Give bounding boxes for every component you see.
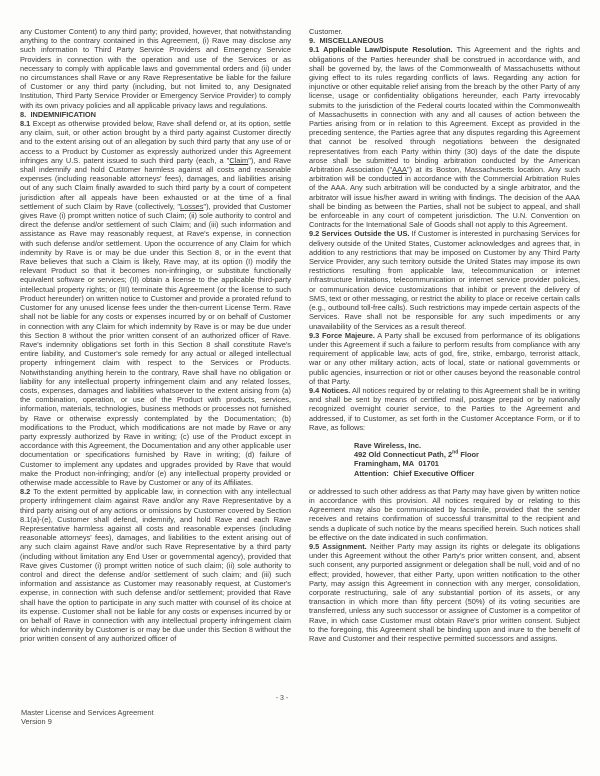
- text-run: Floor: [458, 450, 479, 460]
- text-run: ") at its Boston, Massachusetts location. Any such arbitration will be conducted in accordance with the Commercial Arbitration Rules of the AAA. Any such arbitration will be conducted by a single arbitrator, and the arbitrator will issue his/her award in writing with findings. The decision of the AAA shall be binding as between the Parties, shall not be subject to appeal, and shall be enforceable in any court of competent jurisdiction. The U.N. Convention on Contracts for the International Sale of Goods shall not apply to this Agreement.: [309, 165, 580, 230]
- text-run: Rave Wireless, Inc.: [354, 440, 422, 450]
- text-run: 9.2 Services Outside the US.: [309, 229, 410, 239]
- text-run: To the extent permitted by applicable law, in connection with any intellectual property infringement claim against Rave and/or any Rave Representative by a third party arising out of any actions or omissions by Customer covered by Section 8.1(a)-(e), Customer shall defend, indemnify, and hold Rave and each Rave Representative harmless against all costs and reasonable expenses (including reasonable attorneys' fees), damages, and liabilities to the extent arising out of any such claim against Rave and/or such Rave Representative by a third party (including without limitation any End User or governmental agency), provided that Rave gives Customer (i) prompt written notice of such claim; (ii) sole authority to control and direct the defense and/or settlement of such claim; and (iii) such information and assistance as Customer may reasonably request, at Customer's expense, in connection with such defense and/or settlement; provided that Rave shall have the option to participate in any such matter with counsel of its choice at its expense. Customer shall not be liable for any costs or expenses incurred by or on behalf of Rave in connection with any intellectual property infringement claim for which indemnity by Customer is or may be due under this Section 8 without the prior written consent of any authorized officer of: [20, 487, 291, 644]
- text-run: AAA: [392, 165, 407, 175]
- paragraph: [20, 27, 291, 110]
- text-run: A Party shall be excused from performance of its obligations under this Agreement if such a failure to perform results from compliance with any requirement of applicable law, acts of god, fire, strike, embargo, terrorist attack, war or any other military action, acts of local, state or national governments or public agencies, insurrection or riot or other causes beyond the reasonable control of that Party.: [309, 330, 580, 386]
- paragraph: [309, 45, 580, 229]
- address-line: [309, 469, 580, 478]
- text-run: nd: [452, 449, 459, 456]
- paragraph: [309, 331, 580, 386]
- section-heading: [309, 36, 580, 45]
- text-run: "), provided that Customer gives Rave (i) prompt written notice of such Claim; (ii) sole authority to control and direct the defense and/or settlement of such Claim; and (iii) such information and assistance as Rave may reasonably request, at Rave's expense, in connection with such defense and/or settlement. Upon the occurrence of any Claim for which indemnity by Rave is or may be due under this Section 8, or in the event that Rave believes that such a Claim is likely, Rave may, at its option (I) modify the relevant Product so that it becomes non-infringing, or substitute functionally equivalent software or services; (II) obtain a license to the applicable third-party intellectual property rights; or (III) terminate this Agreement (or the license to such Product hereunder) on written notice to Customer and provide a prorated refund to Customer for any unused license fees under the then-current License Term. Rave shall not be liable for any costs or expenses incurred by or on behalf of Customer in connection with any Claim for which indemnity by Rave is or may be due under this Section 8 without the prior written consent of an authorized officer of Rave. Rave's indemnity obligations set forth in this Section 8 shall constitute Rave's entire liability, and Customer's sole remedy for any actual or alleged intellectual property infringement claim with respect to the Services or Products. Notwithstanding anything herein to the contrary, Rave shall have no obligation or liability for any intellectual property infringement claim and any related losses, costs, expenses, damages and liabilities whatsoever to the extent arising from (a) the combination, operation, or use of the Product with products, services, information, materials, technologies, business methods or processes not furnished by Rave or otherwise expressly contemplated by the Documentation; (b) modifications to the Product, which modifications are not made by Rave or any party expressly authorized by Rave in writing; (c) use of the Product except in accordance with this Agreement, the Documentation and any other applicable user documentation or specifications furnished by Rave in writing; (d) failure of Customer to implement any updates and upgrades provided by Rave that would make the Product non-infringing; and/or (e) any intellectual property provided or otherwise made accessible to Rave by Customer or any of its Affiliates.: [20, 201, 291, 487]
- text-run: Claim: [229, 155, 249, 165]
- text-run: 8.1: [20, 119, 31, 129]
- text-run: Attention: Chief Executive Officer: [354, 468, 475, 478]
- text-run: 9. MISCELLANEOUS: [309, 36, 384, 46]
- right-column: [309, 27, 580, 644]
- address-line: [309, 459, 580, 468]
- footer-doc-title: Master License and Services Agreement: [21, 708, 154, 717]
- text-run: Losses: [180, 201, 204, 211]
- text-run: 8. INDEMNIFICATION: [20, 109, 97, 119]
- text-run: Customer.: [309, 27, 343, 36]
- paragraph: [309, 487, 580, 542]
- paragraph: [309, 229, 580, 330]
- text-run: Except as otherwise provided below, Rave shall defend or, at its option, settle any claim, suit, or other action brought by a third party against Customer directly and to the extent arising out of an allegation by such third party that any use of or access to a Product by Customer as expressly authorized under this Agreement infringes any U.S. patent issued to such third party (each, a ": [20, 119, 291, 165]
- left-column: [20, 27, 291, 644]
- paragraph: [309, 542, 580, 643]
- page-number: - 3 -: [275, 695, 289, 702]
- section-heading: [20, 110, 291, 119]
- text-run: 9.5 Assignment.: [309, 541, 367, 551]
- text-run: Framingham, MA 01701: [354, 459, 439, 469]
- paragraph: [20, 119, 291, 487]
- footer-document-id: [21, 708, 154, 726]
- paragraph: [20, 487, 291, 643]
- text-run: Neither Party may assign its rights or delegate its obligations under this Agreement without the other Party's prior written consent, and, absent such consent, any purported assignment or delegation shall be null, void and of no effect; provided, however, that either Party, upon written notification to the other Party, may assign this Agreement in connection with any merger, consolidation, corporate restructuring, sale of any substantial portion of its assets, or any transaction in which more than fifty percent (50%) of its voting securities are transferred, unless any such successor or assignee of Customer is a competitor of Rave, in which case Customer must obtain Rave's prior written consent. Subject to the foregoing, this Agreement shall be binding upon and inure to the benefit of Rave and Customer and their respective permitted successors and assigns.: [309, 541, 580, 643]
- text-run: or addressed to such other address as that Party may have given by written notice in accordance with this provision. All notices required by or relating to this Agreement may also be communicated by facsimile, provided that the sender receives and retains confirmation of successful transmittal to the recipient and sends a duplicate of such notice by the means specified herein. Such notices shall be effective on the date indicated in such confirmation.: [309, 486, 580, 542]
- text-run: "), and Rave shall indemnify and hold Customer harmless against all costs and reasonable expenses (including reasonable attorneys' fees), damages, and liabilities arising out of any such Claim finally awarded to such third party by a court of competent jurisdiction after all appeals have been exhausted or at the time of a final settlement of such Claim by Rave (collectively, ": [20, 155, 292, 211]
- paragraph: [309, 386, 580, 432]
- text-run: 492 Old Connecticut Path, 2: [354, 450, 453, 460]
- text-run: 8.2: [20, 487, 31, 497]
- text-run: 9.3 Force Majeure.: [309, 330, 375, 340]
- paragraph: [309, 27, 580, 36]
- text-run: If Customer is interested in purchasing Services for delivery outside of the United States, Customer acknowledges and agrees that, in addition to any restrictions that may be imposed on Customer by any Third Party Service Provider, any such territory outside the United States may impose its own restrictions resulting from applicable law, telecommunication or internet infrastructure limitations, telecommunication or internet service provider policies, or communication device customizations that inhibit or prevent the delivery of SMS, text or other messaging, or restrict the ability to place or receive certain calls (e.g., outbound toll-free calls). Such restrictions may impede certain aspects of the Services. Rave shall not be responsible for any such impediments or any unavailability of the Services as a result thereof.: [309, 229, 580, 331]
- text-run: 9.4 Notices.: [309, 385, 351, 395]
- address-line: [309, 441, 580, 450]
- footer-doc-version: Version 9: [21, 717, 52, 727]
- text-run: 9.1 Applicable Law/Dispute Resolution.: [309, 45, 453, 55]
- two-column-text-body: [20, 27, 580, 644]
- text-run: any Customer Content) to any third party; provided, however, that notwithstanding anything to the contrary contained in this Agreement, (i) Rave may disclose any such information to Third Party Service Providers and Emergency Service Providers in connection with the operation and use of the Services or as necessary to comply with applicable laws and governmental orders and (ii) under no circumstances shall Rave or any Rave Representative be liable for the failure of Customer or any third party (including, but not limited to, any Designated Institution, Third Party Service Provider or Emergency Service Provider) to comply with its own privacy policies and all applicable privacy laws and regulations.: [20, 27, 291, 110]
- text-run: This Agreement and the rights and obligations of the Parties hereunder shall be construed in accordance with, and shall be governed by, the laws of the Commonwealth of Massachusetts without giving effect to its rules regarding conflicts of laws. Regarding any action for injunctive or other equitable relief arising from the breach by the other Party of any license, usage or confidentiality obligations hereunder, each Party irrevocably submits to the jurisdiction of the Federal courts located within the Commonwealth of Massachusetts in connection with any and all causes of action between the Parties arising from or in relation to this Agreement. Except as provided in the preceding sentence, the Parties agree that any disputes regarding this Agreement that cannot be resolved through negotiations between the designated representatives from each Party within thirty (30) days of the date the dispute arose shall be submitted to binding arbitration conducted by the American Arbitration Association (": [309, 45, 580, 175]
- text-run: All notices required by or relating to this Agreement shall be in writing and shall be sent by means of certified mail, postage prepaid or by nationally recognized overnight courier service, to the Parties to the Agreement and addressed, if to Customer, as set forth in the Customer Acceptance Form, or if to Rave, as follows:: [309, 385, 580, 432]
- address-line: [309, 450, 580, 459]
